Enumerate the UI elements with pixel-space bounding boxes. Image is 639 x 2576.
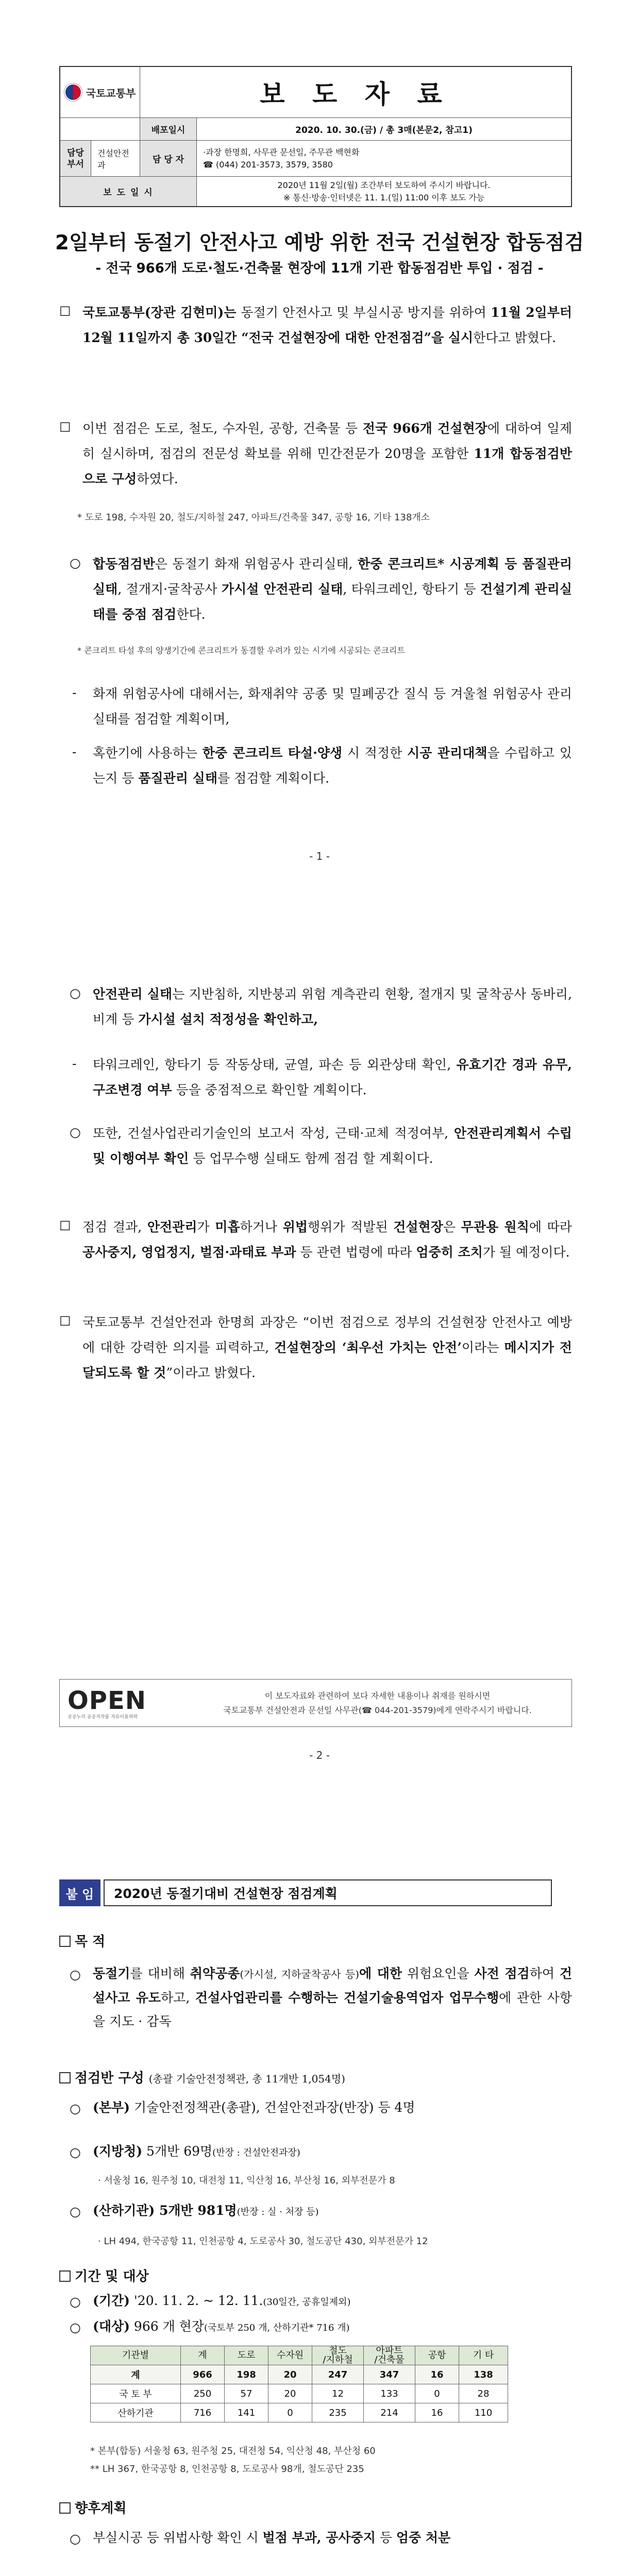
table-cell: 산하기관 [91,2403,181,2422]
circle-bullet-icon: ○ [70,2145,81,2160]
table-cell: 0 [415,2384,459,2403]
paragraph-6: 안전관리 실태는 지반침하, 지반붕괴 위험 계측관리 현황, 절개지 및 굴착공사 동바리, 비계 등 가시설 설치 적정성을 확인하고, [93,987,572,1027]
contact-phone: ☎ (044) 201-3573, 3579, 3580 [203,159,333,170]
table-cell: 28 [459,2384,508,2403]
square-bullet-icon: ☐ [59,304,71,319]
circle-bullet-icon: ○ [70,1967,81,1982]
paragraph-8: 또한, 건설사업관리기술인의 보고서 작성, 근태·교체 적정여부, 안전관리계획서 수립 및 이행여부 확인 등 업무수행 실태도 함께 점검 할 계획이다. [93,1126,572,1166]
table-row [91,2384,508,2403]
table-cell: 247 [312,2365,364,2384]
table-cell: 198 [225,2365,268,2384]
col-header: 수자원 [268,2346,312,2365]
footnote-cold-weather-concrete: * 콘크리트 타설 후의 양생기간에 콘크리트가 동결할 우려가 있는 시기에 시공되는 콘크리트 [77,646,405,655]
page-1 [0,0,639,909]
dash-bullet: - [72,744,77,759]
table-cell: 966 [181,2365,225,2384]
contact-names: ·과장 한명희, 사무관 문선일, 주무관 백현화 [203,147,360,157]
circle-bullet-icon: ○ [70,2531,81,2546]
open-wordmark: OPEN [68,1686,146,1715]
table-cell: 계 [91,2365,181,2384]
table-cell: 16 [415,2403,459,2422]
open-contact-line-1: 이 보도자료와 관련하여 보다 자세한 내용이나 취재를 원하시면 [264,1690,491,1701]
team-hq: (본부) 기술안전정책관(총괄), 건설안전과장(반장) 등 4명 [93,2100,415,2115]
circle-bullet-icon: ○ [70,2294,81,2309]
table-header-row [91,2346,508,2365]
department-value: 건설안전과 [91,141,140,176]
site-count-table [90,2346,508,2422]
circle-bullet-icon: ○ [70,2320,81,2335]
table-cell: 국 토 부 [91,2384,181,2403]
col-header: 도로 [225,2346,268,2365]
contact-label: 담 당 자 [140,141,197,176]
table-cell: 141 [225,2403,268,2422]
purpose-text: 동절기를 대비해 취약공종(가시설, 지하굴착공사 등)에 대한 위험요인을 사전 점검하여 건설사고 유도하고, 건설사업관리를 수행하는 건설기술용역업자 업무수행에 관한 사항을 지도 · 감독 [93,1966,572,2029]
table-row [91,2403,508,2422]
square-bullet-icon [59,2502,71,2514]
section-period: 기간 및 대상 [59,2266,149,2285]
footnote-site-counts: * 도로 198, 수자원 20, 철도/지하철 247, 아파트/건축물 347, 공항 16, 기타 138개소 [77,512,430,523]
section-plan: 향후계획 [59,2498,126,2517]
table-cell: 16 [415,2365,459,2384]
ministry-name: 국토교통부 [86,87,136,99]
page-2 [0,909,639,1818]
document-title: 보 도 자 료 [260,79,451,109]
square-bullet-icon: ☐ [59,1314,71,1329]
open-license-footer [59,1679,572,1727]
table-cell: 110 [459,2403,508,2422]
open-subtitle: 공공누리 공공저작물 자유이용허락 [68,1715,138,1720]
section-team: 점검반 구성 (총괄 기술안전정책관, 총 11개반 1,054명) [59,2067,345,2087]
embargo-label: 보 도 일 시 [60,177,197,206]
open-contact-line-2: 국토교통부 건설안전과 문선일 사무관(☎ 044-201-3579)에게 연락주시기 바랍니다. [223,1705,532,1715]
table-cell: 138 [459,2365,508,2384]
table-cell: 12 [312,2384,364,2403]
circle-bullet-icon: ○ [70,555,81,570]
paragraph-4: 화재 위험공사에 대해서는, 화재취약 공종 및 밀폐공간 질식 등 겨울철 위험공사 관리실태를 점검할 계획이며, [93,686,572,726]
headline-sub: - 전국 966개 도로·철도·건축물 현장에 11개 기관 합동점검반 투입 · 점검 - [95,261,544,276]
appendix-title: 2020년 동절기대비 건설현장 점검계획 [104,1879,552,1906]
distribution-value: 2020. 10. 30.(금) / 총 3매(본문2, 참고1) [295,125,473,135]
table-cell: 716 [181,2403,225,2422]
team-agencies-note: · LH 494, 한국공항 11, 인천공항 4, 도로공사 30, 철도공단 430, 외부전문가 12 [98,2236,428,2247]
square-bullet-icon [59,2270,71,2282]
ministry-logo [60,67,140,117]
square-bullet-icon [59,2072,71,2083]
table-cell: 347 [364,2365,415,2384]
col-header: 철도 /지하철 [312,2346,364,2365]
page-number: - 1 - [309,850,330,862]
appendix-tag: 붙 임 [59,1879,100,1906]
square-bullet-icon [59,1936,71,1947]
press-release-header [59,66,572,207]
paragraph-3: 합동점검반은 동절기 화재 위험공사 관리실태, 한중 콘크리트* 시공계획 등 품질관리 실태, 절개지·굴착공사 가시설 안전관리 실태, 타워크레인, 항타기 등 건설기계 관리실태를 중점 점검한다. [93,556,572,622]
department-label: 담당 부서 [60,141,91,176]
open-logo [60,1686,183,1720]
plan-text: 부실시공 등 위법사항 확인 시 벌점 부과, 공사중지 등 엄중 처분 [93,2530,451,2545]
col-header: 기 타 [459,2346,508,2365]
distribution-label: 배포일시 [140,118,197,140]
circle-bullet-icon: ○ [70,1125,81,1140]
table-cell: 57 [225,2384,268,2403]
table-cell: 235 [312,2403,364,2422]
table-cell: 20 [268,2365,312,2384]
paragraph-2: 이번 점검은 도로, 철도, 수자원, 공항, 건축물 등 전국 966개 건설현장에 대하여 일제히 실시하며, 점검의 전문성 확보를 위해 민간전문가 20명을 포함한 11개 합동점검반으로 구성하였다. [82,421,572,486]
paragraph-10: 국토교통부 건설안전과 한명희 과장은 “이번 점검으로 정부의 건설현장 안전사고 예방에 대한 강력한 의지를 피력하고, 건설현장의 ‘최우선 가치는 안전’이라는 메시지가 전달되도록 할 것”이라고 밝혔다. [82,1315,572,1380]
headline-main: 2일부터 동절기 안전사고 예방 위한 전국 건설현장 합동점검 [55,231,584,255]
section-purpose: 목 적 [59,1931,105,1950]
government-emblem-icon [64,83,82,101]
col-header: 계 [181,2346,225,2365]
target-text: (대상) 966 개 현장(국토부 250 개, 산하기관* 716 개) [93,2319,350,2334]
circle-bullet-icon: ○ [70,986,81,1001]
table-footnote-2: ** LH 367, 한국공항 8, 인천공항 8, 도로공사 98개, 철도공단 235 [90,2464,364,2475]
table-cell: 133 [364,2384,415,2403]
page-number: - 2 - [309,1749,330,1761]
circle-bullet-icon: ○ [70,2204,81,2219]
embargo-line-1: 2020년 11월 2일(월) 조간부터 보도하여 주시기 바랍니다. [277,180,491,190]
team-agencies: (산하기관) 5개반 981명(반장 : 실 · 처장 등) [93,2203,319,2218]
square-bullet-icon: ☐ [59,420,71,435]
table-cell: 20 [268,2384,312,2403]
table-footnote-1: * 본부(합동) 서울청 63, 원주청 25, 대전청 54, 익산청 48, 부산청 60 [90,2446,376,2456]
square-bullet-icon: ☐ [59,1218,71,1233]
team-regional: (지방청) 5개반 69명(반장 : 건설안전과장) [93,2144,300,2159]
table-cell: 0 [268,2403,312,2422]
col-header: 아파트 /건축물 [364,2346,415,2365]
circle-bullet-icon: ○ [70,2101,81,2116]
appendix-header [59,1879,552,1906]
table-row [91,2365,508,2384]
paragraph-7: 타워크레인, 항타기 등 작동상태, 균열, 파손 등 외관상태 확인, 유효기간 경과 유무, 구조변경 여부 등을 중점적으로 확인할 계획이다. [93,1057,573,1097]
paragraph-1: 국토교통부(장관 김현미)는 동절기 안전사고 및 부실시공 방지를 위하여 11월 2일부터 12월 11일까지 총 30일간 “전국 건설현장에 대한 안전점검”을 실시한다고 밝혔다. [82,305,573,345]
table-cell: 214 [364,2403,415,2422]
col-header: 기관별 [91,2346,181,2365]
paragraph-9: 점검 결과, 안전관리가 미흡하거나 위법행위가 적발된 건설현장은 무관용 원칙에 따라 공사중지, 영업정지, 벌점·과태료 부과 등 관련 법령에 따라 엄중히 조치가 될 예정이다. [82,1219,572,1260]
dash-bullet: - [72,685,77,700]
period-text: (기간) '20. 11. 2. ~ 12. 11.(30일간, 공휴일제외) [93,2293,351,2308]
embargo-line-2: ※ 통신·방송·인터넷은 11. 1.(일) 11:00 이후 보도 가능 [283,192,485,202]
col-header: 공항 [415,2346,459,2365]
table-cell: 250 [181,2384,225,2403]
team-regional-note: · 서울청 16, 원주청 10, 대전청 11, 익산청 16, 부산청 16, 외부전문가 8 [98,2175,395,2186]
page-3 [0,1818,639,2576]
dash-bullet: - [72,1056,77,1071]
paragraph-5: 혹한기에 사용하는 한중 콘크리트 타설·양생 시 적정한 시공 관리대책을 수립하고 있는지 등 품질관리 실태를 점검할 계획이다. [93,745,572,786]
